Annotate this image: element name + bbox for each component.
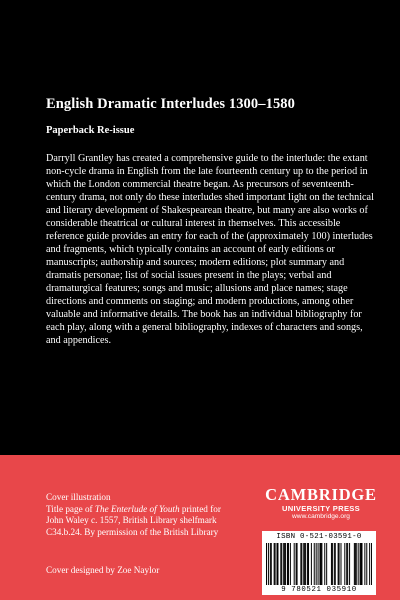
barcode-bar	[346, 543, 347, 585]
barcode-bar	[266, 543, 267, 585]
barcode-bar	[326, 543, 327, 585]
barcode-bar	[371, 543, 372, 585]
publisher-logo	[262, 486, 380, 521]
barcode-bar	[360, 543, 361, 585]
barcode-bar	[308, 543, 309, 585]
barcode-bar	[294, 543, 295, 585]
barcode-bar	[339, 543, 340, 585]
barcode-bar	[321, 543, 322, 585]
barcode-bar	[275, 543, 276, 585]
barcode-graphic	[266, 543, 372, 585]
barcode-bar	[307, 543, 308, 585]
barcode-bar	[334, 543, 335, 585]
illustration-title: The Enterlude of Youth	[94, 503, 180, 514]
book-description: Darryll Grantley has created a comprehensive guide to the interlude: the extant non-cycle drama in English from the late fourteenth century up to the period in which the London commercial theatre began. As precursors of seventeenth-century drama, not only do these interludes shed important light on the technical and literary development of Shakespearean theatre, but many are also works of considerable theatrical or cultural interest in themselves. This accessible reference guide provides an entry for each of the (approximately 100) interludes and fragments, which typically contains an account of early editions or manuscripts; authorship and sources; modern editions; plot summary and dramatis personae; list of social issues present in the plays; verbal and dramaturgical features; songs and music; allusions and place names; stage directions and comments on staging; and modern productions, among other valuable and informative details. The book has an individual bibliography for each play, along with a general bibliography, indexes of characters and songs, and appendices.	[46, 153, 374, 346]
barcode-bar	[297, 543, 298, 585]
barcode-bar	[358, 543, 359, 585]
barcode-bar	[270, 543, 271, 585]
barcode-bar	[283, 543, 284, 585]
illustration-rest: printed for John Waley c. 1557, British Library shelfmark C34.b.24. By permission of the British Library	[46, 503, 221, 537]
barcode-bar	[318, 543, 319, 585]
barcode-bar	[316, 543, 317, 585]
barcode-bar	[355, 543, 356, 585]
barcode-bar	[301, 543, 302, 585]
barcode-bar	[332, 543, 333, 585]
barcode-bar	[349, 543, 350, 585]
barcode-bar	[361, 543, 362, 585]
illustration-description	[46, 504, 236, 539]
barcode-panel	[262, 531, 376, 595]
barcode-bar	[338, 543, 339, 585]
barcode-bar	[274, 543, 275, 585]
barcode-bar	[314, 543, 315, 585]
barcode-bar	[354, 543, 355, 585]
barcode-bar	[366, 543, 367, 585]
barcode-bar	[305, 543, 306, 585]
barcode-bar	[277, 543, 278, 585]
barcode-bar	[344, 543, 345, 585]
barcode-bar	[356, 543, 357, 585]
barcode-bar	[331, 543, 332, 585]
barcode-bar	[290, 543, 291, 585]
barcode-bar	[335, 543, 336, 585]
barcode-bar	[277, 543, 278, 585]
illustration-credit	[46, 492, 236, 538]
barcode-bar	[364, 543, 365, 585]
barcode-bar	[347, 543, 348, 585]
barcode-bar	[361, 543, 362, 585]
barcode-bar	[303, 543, 304, 585]
barcode-bar	[319, 543, 320, 585]
barcode-bar	[280, 543, 281, 585]
barcode-bar	[369, 543, 370, 585]
barcode-bar	[300, 543, 301, 585]
barcode-bar	[320, 543, 321, 585]
illustration-prefix: Title page of	[46, 503, 95, 514]
publisher-url: www.cambridge.org	[292, 513, 350, 520]
barcode-bar	[288, 543, 289, 585]
barcode-bar	[287, 543, 288, 585]
barcode-bar	[268, 543, 269, 585]
barcode-bar	[296, 543, 297, 585]
barcode-bar	[281, 543, 282, 585]
designer-credit: Cover designed by Zoe Naylor	[46, 565, 160, 575]
illustration-heading: Cover illustration	[46, 492, 111, 502]
barcode-bar	[311, 543, 312, 585]
barcode-bar	[304, 543, 305, 585]
barcode-bar	[284, 543, 285, 585]
publisher-press: UNIVERSITY PRESS	[281, 504, 361, 513]
barcode-bar	[324, 543, 325, 585]
barcode-digits: 9 780521 035910	[281, 586, 357, 594]
barcode-bar	[340, 543, 341, 585]
publisher-name: CAMBRIDGE	[265, 485, 377, 504]
book-title: English Dramatic Interludes 1300–1580	[46, 96, 295, 112]
isbn-label: ISBN 0-521-03591-0	[276, 533, 362, 541]
barcode-bar	[271, 543, 272, 585]
barcode-bar	[285, 543, 286, 585]
edition-label: Paperback Re-issue	[46, 125, 135, 136]
